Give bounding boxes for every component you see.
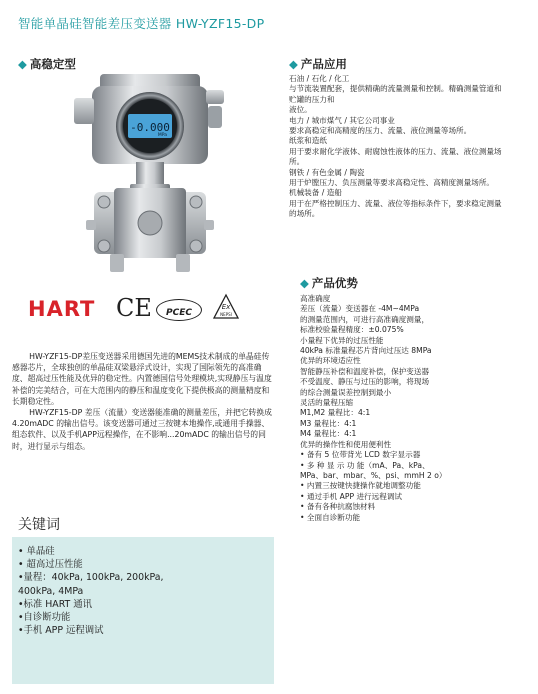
- intro-paragraph: HW-YZF15-DP差压变送器采用德国先进的MEMS技术制成的单晶硅传感器芯片，全球独创的单晶硅双梁悬浮式设计，实现了国际领先的高准确度、超高过压性能及优异的稳定性。内置德国信号处理模块,实现静压与温度补偿的完美结合，可在大范围内的静压和温度变化下提供极高的测量精度和长期稳定性。: [12, 352, 272, 406]
- diamond-icon: ◆: [18, 57, 27, 71]
- advantages-list: [300, 294, 530, 523]
- lcd-unit: MPa: [157, 133, 167, 138]
- keyword-item: •标准 HART 通讯: [18, 598, 93, 610]
- section-title-advantages: [300, 275, 358, 291]
- keyword-item: • 单晶硅: [18, 546, 55, 557]
- keyword-item: • 超高过压性能: [18, 559, 83, 571]
- certification-logos: [28, 293, 258, 323]
- advantage-line: M4 量程比：4:1: [300, 429, 357, 439]
- transmitter-image: [70, 70, 230, 285]
- section-title-precision: [18, 56, 76, 72]
- keywords-list: [18, 545, 268, 637]
- advantage-line: 差压（流量）变送器在 -4M~4MPa: [300, 304, 420, 314]
- application-line: 用于炉膛压力、负压测量等要求高稳定性、高精度测量场所。: [289, 178, 495, 188]
- pcec-logo: PCEC: [156, 299, 202, 321]
- advantage-line: • 内置三按键快捷操作就地调整功能: [300, 481, 421, 491]
- advantage-line: 优异的操作性和使用便利性: [300, 439, 392, 449]
- advantage-line: 灵活的量程压缩: [300, 398, 354, 408]
- advantage-line: M3 量程比：4:1: [300, 418, 357, 428]
- advantage-line: 高准确度: [300, 294, 331, 303]
- section-title-applications: [289, 56, 347, 72]
- ce-logo: CE: [116, 294, 152, 322]
- diamond-icon: ◆: [300, 276, 309, 290]
- application-line: 电力 / 城市煤气 / 其它公司事业: [289, 115, 395, 125]
- advantage-line: • 多 种 显 示 功 能（mA、Pa、kPa、: [300, 460, 430, 470]
- advantage-line: 40kPa 标准量程芯片背向过压达 8MPa: [300, 346, 432, 356]
- advantage-line: 智能静压补偿和温度补偿，保护变送器: [300, 366, 430, 376]
- applications-list: [289, 74, 529, 220]
- diamond-icon: ◆: [289, 57, 298, 71]
- advantage-line: • 通过手机 APP 进行远程调试: [300, 491, 403, 501]
- advantage-line: 标准校验量程精度：±0.075%: [300, 325, 404, 335]
- intro-paragraph: HW-YZF15-DP 差压（流量）变送器能准确的测量差压，并把它转换成 4.20mADC 的输出信号。该变送器可通过三按键本地操作,或通用手操器、组态软件、以及手机APP远程操作，在不影响...20mADC 的输出信号的同时，进行显示与组态。: [12, 408, 272, 451]
- keyword-item: •自诊断功能: [18, 612, 71, 624]
- application-line: 钢铁 / 有色金属 / 陶瓷: [289, 167, 365, 177]
- ex-nepsi-logo: [212, 293, 240, 321]
- keywords-title: 关键词: [18, 517, 60, 533]
- application-line: 与节流装置配套，提供精确的流量测量和控制。精确测量管道和: [289, 84, 502, 94]
- application-line: 机械装备 / 造船: [289, 188, 342, 198]
- advantage-line: M1,M2 量程比：4:1: [300, 408, 371, 418]
- section-title-text: 产品优势: [311, 276, 358, 290]
- advantage-line: 的综合测量误差控制到最小: [300, 387, 392, 397]
- keyword-item: •量程：40kPa, 100kPa, 200kPa,: [18, 572, 164, 584]
- advantage-line: 优异的环境适应性: [300, 356, 361, 366]
- application-line: 用于要求耐化学液体、耐腐蚀性液体的压力、流量、液位测量场: [289, 146, 502, 156]
- svg-text:Ex: Ex: [221, 303, 231, 311]
- application-line: 所。: [289, 157, 305, 167]
- hart-logo: HART: [28, 297, 96, 321]
- section-title-text: 产品应用: [300, 57, 347, 71]
- advantage-line: MPa、bar、mbar、%、psi、mmH 2 o）: [300, 470, 447, 480]
- keyword-item: 400kPa, 4MPa: [18, 585, 84, 597]
- keyword-item: •手机 APP 远程调试: [18, 625, 104, 637]
- application-line: 的场所。: [289, 209, 320, 219]
- intro-text: [12, 351, 274, 452]
- advantage-line: • 备有 5 位带背光 LCD 数字显示器: [300, 450, 421, 460]
- application-line: 贮罐的压力和: [289, 94, 335, 104]
- application-line: 石油 / 石化 / 化工: [289, 74, 350, 83]
- application-line: 用于在严格控制压力、流量、液位等指标条件下，要求稳定测量: [289, 198, 502, 208]
- page-title: 智能单晶硅智能差压变送器 HW-YZF15-DP: [18, 16, 265, 31]
- application-line: 纸浆和造纸: [289, 136, 327, 146]
- svg-text:NEPSI: NEPSI: [220, 312, 232, 317]
- application-line: 要求高稳定和高精度的压力、流量、液位测量等场所。: [289, 126, 472, 136]
- advantage-line: • 全面自诊断功能: [300, 512, 361, 522]
- advantage-line: • 备有各种抗腐蚀材料: [300, 502, 376, 512]
- section-title-text: 高稳定型: [29, 57, 76, 71]
- advantage-line: 的测量范围内，可进行高准确度测量，: [300, 314, 430, 324]
- advantage-line: 不受温度、静压与过压的影响，将现场: [300, 377, 430, 387]
- advantage-line: 小量程下优异的过压性能: [300, 335, 384, 345]
- lcd-reading: -0.000: [130, 121, 170, 134]
- application-line: 液位。: [289, 105, 312, 115]
